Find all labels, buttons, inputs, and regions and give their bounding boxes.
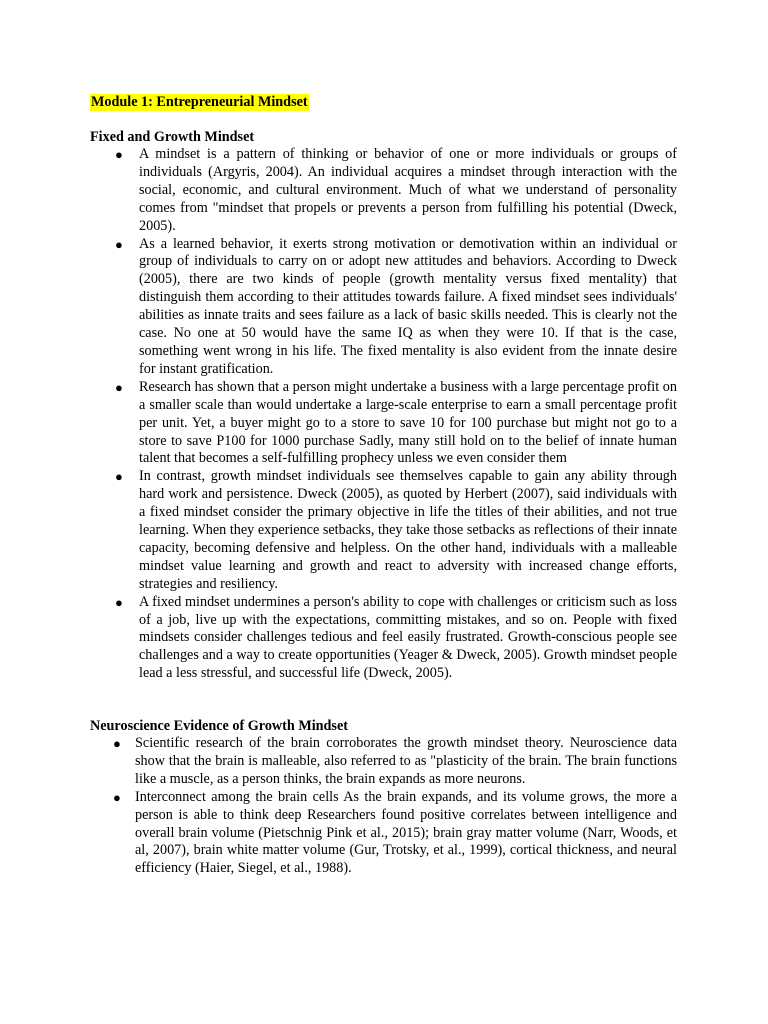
bullet-icon: ● — [113, 736, 121, 751]
bullet-icon: ● — [115, 147, 123, 162]
list-item — [115, 146, 677, 236]
bullet-icon: ● — [115, 469, 123, 485]
bullet-icon: ● — [113, 789, 121, 805]
bullet-text: Interconnect among the brain cells As the brain expands, and its volume grows, the more a person is able to think deep Researchers found positive correlates between intelligence and overall brain volume (Pietschnig Pink et al., 2015); brain gray matter volume (Narr, Woods, et al, 2007), brain white matter volume (Gur, Trotsky, et al., 1999), cortical thickness, and neural efficiency (Haier, Siegel, et al., 1988). — [135, 788, 677, 877]
bullet-text: A fixed mindset undermines a person's ability to cope with challenges or criticism such as loss of a job, live up with the expectations, committing mistakes, and so on. People with fixed mindsets consider challenges tedious and feel easily frustrated. Growth-conscious people see challenges and a way to create opportunities (Yeager & Dweck, 2005). Growth mindset people lead a less stressful, and successful life (Dweck, 2005). — [139, 593, 677, 682]
bullet-icon: ● — [115, 594, 123, 610]
section-heading-fixed-growth: Fixed and Growth Mindset — [90, 129, 255, 145]
list-item — [115, 378, 677, 469]
section-heading-neuroscience: Neuroscience Evidence of Growth Mindset — [90, 718, 348, 734]
bullet-text: Research has shown that a person might undertake a business with a large percentage profit on a smaller scale than would undertake a large-scale enterprise to earn a small percentage profit per unit. Yet, a buyer might go to a store to save 10 for 100 purchase but might not go to a store to save P100 for 1000 purchase Sadly, many still hold on to the belief of innate human talent that becomes a self-fulfilling prophecy unless we even consider them — [139, 378, 677, 467]
bullet-text: In contrast, growth mindset individuals see themselves capable to gain any ability through hard work and persistence. Dweck (2005), as quoted by Herbert (2007), said individuals with a fixed mindset consider the primary objective in life the titles of their abilities, and not true learning. When they experience setbacks, they take those setbacks as reflections of their innate capacity, becoming defensive and helpless. On the other hand, individuals with a malleable mindset value learning and growth and react to adversity with increased change efforts, strategies and resiliency. — [139, 468, 677, 592]
bullet-text: As a learned behavior, it exerts strong motivation or demotivation within an individual or group of individuals to carry on or adopt new attitudes and behaviors. According to Dweck (2005), there are two kinds of people (growth mentality versus fixed mentality) that distinguish them according to their attitudes towards failure. A fixed mindset sees individuals' abilities as innate traits and sees failure as a lack of basic skills needed. This is clearly not the case. No one at 50 would have the same IQ as when they were 10. If that is the case, something went wrong in his life. The fixed mentality is also evident from the innate desire for instant gratification. — [139, 235, 677, 377]
list-item — [115, 235, 677, 379]
neuroscience-bullet-list — [113, 735, 677, 878]
list-item — [115, 468, 677, 593]
bullet-icon: ● — [115, 236, 123, 252]
list-item — [113, 735, 677, 789]
bullet-icon: ● — [115, 379, 123, 395]
list-item — [115, 593, 677, 684]
list-item — [113, 788, 677, 879]
bullet-text: A mindset is a pattern of thinking or behavior of one or more individuals or groups of individuals (Argyris, 2004). An individual acquires a mindset through interaction with the social, economic, and cultural environment. Much of what we understand of personality comes from "mindset that propels or prevents a person from fulfilling his potential (Dweck, 2005). — [139, 146, 677, 234]
module-title: Module 1: Entrepreneurial Mindset — [91, 94, 308, 110]
bullet-text: Scientific research of the brain corroborates the growth mindset theory. Neuroscience data show that the brain is malleable, also referred to as "plasticity of the brain. The brain functions like a muscle, as a person thinks, the brain expands as more neurons. — [135, 735, 677, 787]
fixed-growth-bullet-list — [115, 146, 677, 683]
